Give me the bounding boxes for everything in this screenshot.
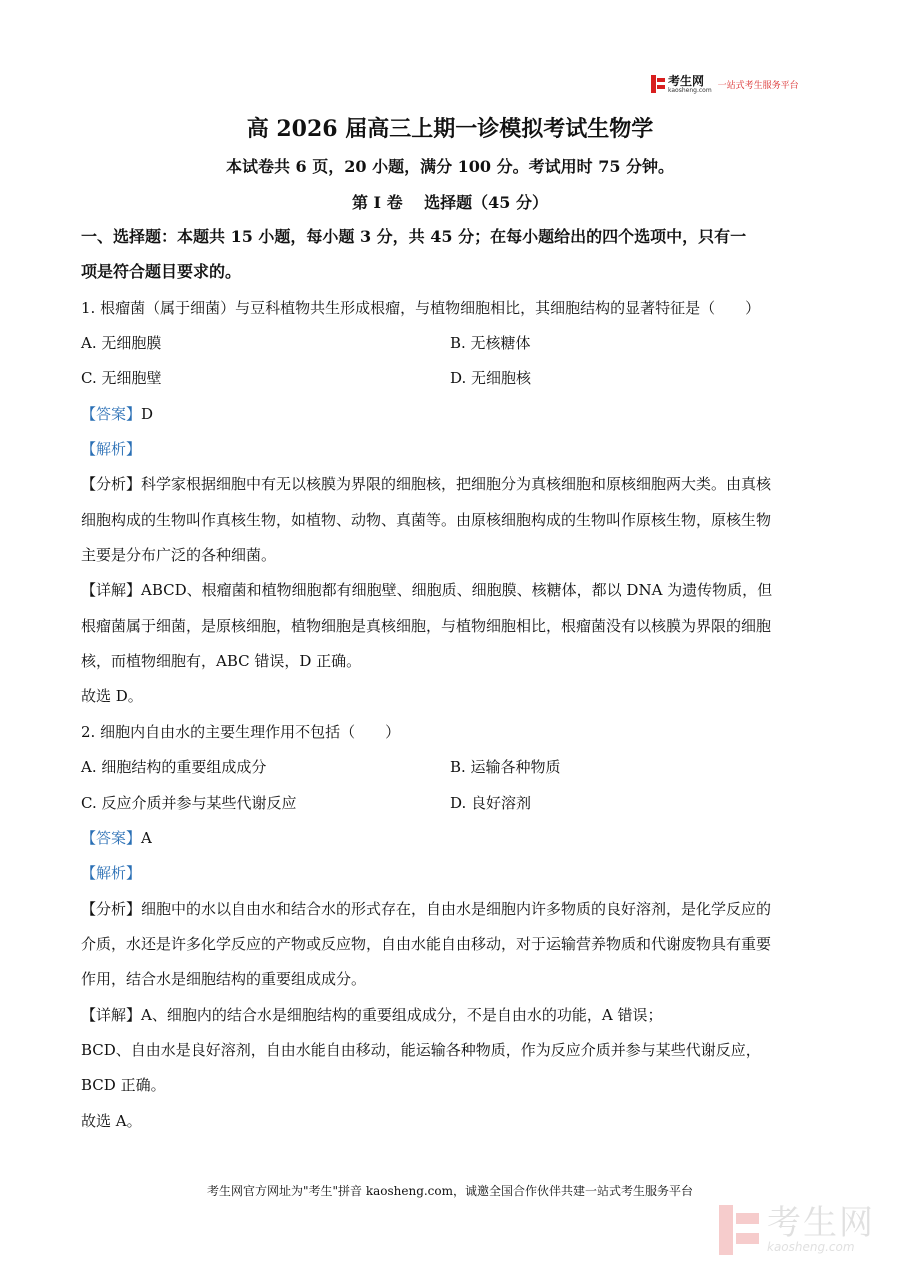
question-2-xiangjie-line-3: BCD 正确。 — [81, 1076, 166, 1094]
question-2-option-a: A. 细胞结构的重要组成成分 — [81, 758, 267, 776]
question-2-option-d: D. 良好溶剂 — [450, 794, 532, 812]
logo-domain: kaosheng.com — [668, 86, 712, 94]
question-2-fenxi-line-3: 作用，结合水是细胞结构的重要组成成分。 — [81, 970, 367, 988]
xiangjie-tag: 【详解】 — [81, 581, 142, 599]
fenxi-text: 细胞中的水以自由水和结合水的形式存在，自由水是细胞内许多物质的良好溶剂，是化学反应的 — [141, 900, 772, 918]
question-1-option-d: D. 无细胞核 — [450, 369, 532, 387]
question-1-stem: 1. 根瘤菌（属于细菌）与豆科植物共生形成根瘤，与植物细胞相比，其细胞结构的显著特征是（ ） — [81, 299, 761, 317]
logo-mark-icon — [651, 75, 665, 93]
question-1-option-c: C. 无细胞壁 — [81, 369, 162, 387]
watermark-logo-icon — [719, 1205, 759, 1255]
answer-value: A — [141, 829, 152, 847]
fenxi-text: 科学家根据细胞中有无以核膜为界限的细胞核，把细胞分为真核细胞和原核细胞两大类。由真核 — [141, 475, 772, 493]
question-2-analysis-tag: 【解析】 — [81, 864, 142, 882]
logo-name: 考生网 — [668, 73, 705, 88]
question-2-xiangjie-line-2: BCD、自由水是良好溶剂，自由水能自由移动，能运输各种物质，作为反应介质并参与某些代谢反应， — [81, 1041, 761, 1059]
logo-slogan: 一站式考生服务平台 — [717, 80, 799, 91]
answer-tag: 【答案】 — [81, 829, 142, 847]
question-2-stem: 2. 细胞内自由水的主要生理作用不包括（ ） — [81, 723, 401, 741]
section-title: 第 I 卷 选择题（45 分） — [351, 193, 549, 212]
question-1-option-a: A. 无细胞膜 — [81, 334, 162, 352]
page-title: 高 2026 届高三上期一诊模拟考试生物学 — [246, 116, 654, 142]
question-1-analysis-tag: 【解析】 — [81, 440, 142, 458]
watermark — [719, 1205, 875, 1255]
question-1-xiangjie-line-3: 核，而植物细胞有，ABC 错误，D 正确。 — [81, 652, 362, 670]
answer-value: D — [141, 405, 154, 423]
answer-tag: 【答案】 — [81, 405, 142, 423]
question-1-fenxi-line-2: 细胞构成的生物叫作真核生物，如植物、动物、真菌等。由原核细胞构成的生物叫作原核生物，原核生物 — [81, 511, 772, 529]
question-2-option-c: C. 反应介质并参与某些代谢反应 — [81, 794, 297, 812]
instruction-line-1: 一、选择题：本题共 15 小题，每小题 3 分，共 45 分；在每小题给出的四个选项中，只有一 — [81, 227, 747, 246]
question-2-answer — [81, 827, 152, 849]
question-2-fenxi-line-2: 介质，水还是许多化学反应的产物或反应物，自由水能自由移动，对于运输营养物质和代谢废物具有重要 — [81, 935, 772, 953]
footer-text: 考生网官方网址为"考生"拼音 kaosheng.com，诚邀全国合作伙伴共建一站式考生服务平台 — [206, 1184, 694, 1198]
watermark-name: 考生网 — [767, 1203, 875, 1243]
header-logo — [651, 72, 799, 96]
question-2-xiangjie-line-1 — [81, 1004, 662, 1026]
question-1-xiangjie-line-1 — [81, 579, 772, 601]
question-1-fenxi-line-1 — [81, 473, 771, 495]
question-2-fenxi-line-1 — [81, 898, 771, 920]
xiangjie-text: ABCD、根瘤菌和植物细胞都有细胞壁、细胞质、细胞膜、核糖体，都以 DNA 为遗传物质，但 — [141, 581, 773, 599]
question-1-option-b: B. 无核糖体 — [450, 334, 531, 352]
xiangjie-tag: 【详解】 — [81, 1006, 142, 1024]
question-2-conclusion: 故选 A。 — [81, 1112, 142, 1130]
question-2-option-b: B. 运输各种物质 — [450, 758, 561, 776]
instruction-line-2: 项是符合题目要求的。 — [81, 262, 242, 281]
fenxi-tag: 【分析】 — [81, 475, 142, 493]
question-1-xiangjie-line-2: 根瘤菌属于细菌，是原核细胞，植物细胞是真核细胞，与植物细胞相比，根瘤菌没有以核膜为界限的细胞 — [81, 617, 772, 635]
question-1-answer — [81, 403, 153, 425]
fenxi-tag: 【分析】 — [81, 900, 142, 918]
watermark-domain: kaosheng.com — [767, 1240, 855, 1254]
question-1-conclusion: 故选 D。 — [81, 687, 143, 705]
exam-subtitle: 本试卷共 6 页，20 小题，满分 100 分。考试用时 75 分钟。 — [225, 157, 675, 176]
question-1-fenxi-line-3: 主要是分布广泛的各种细菌。 — [81, 546, 277, 564]
xiangjie-text: A、细胞内的结合水是细胞结构的重要组成成分，不是自由水的功能，A 错误； — [141, 1006, 663, 1024]
